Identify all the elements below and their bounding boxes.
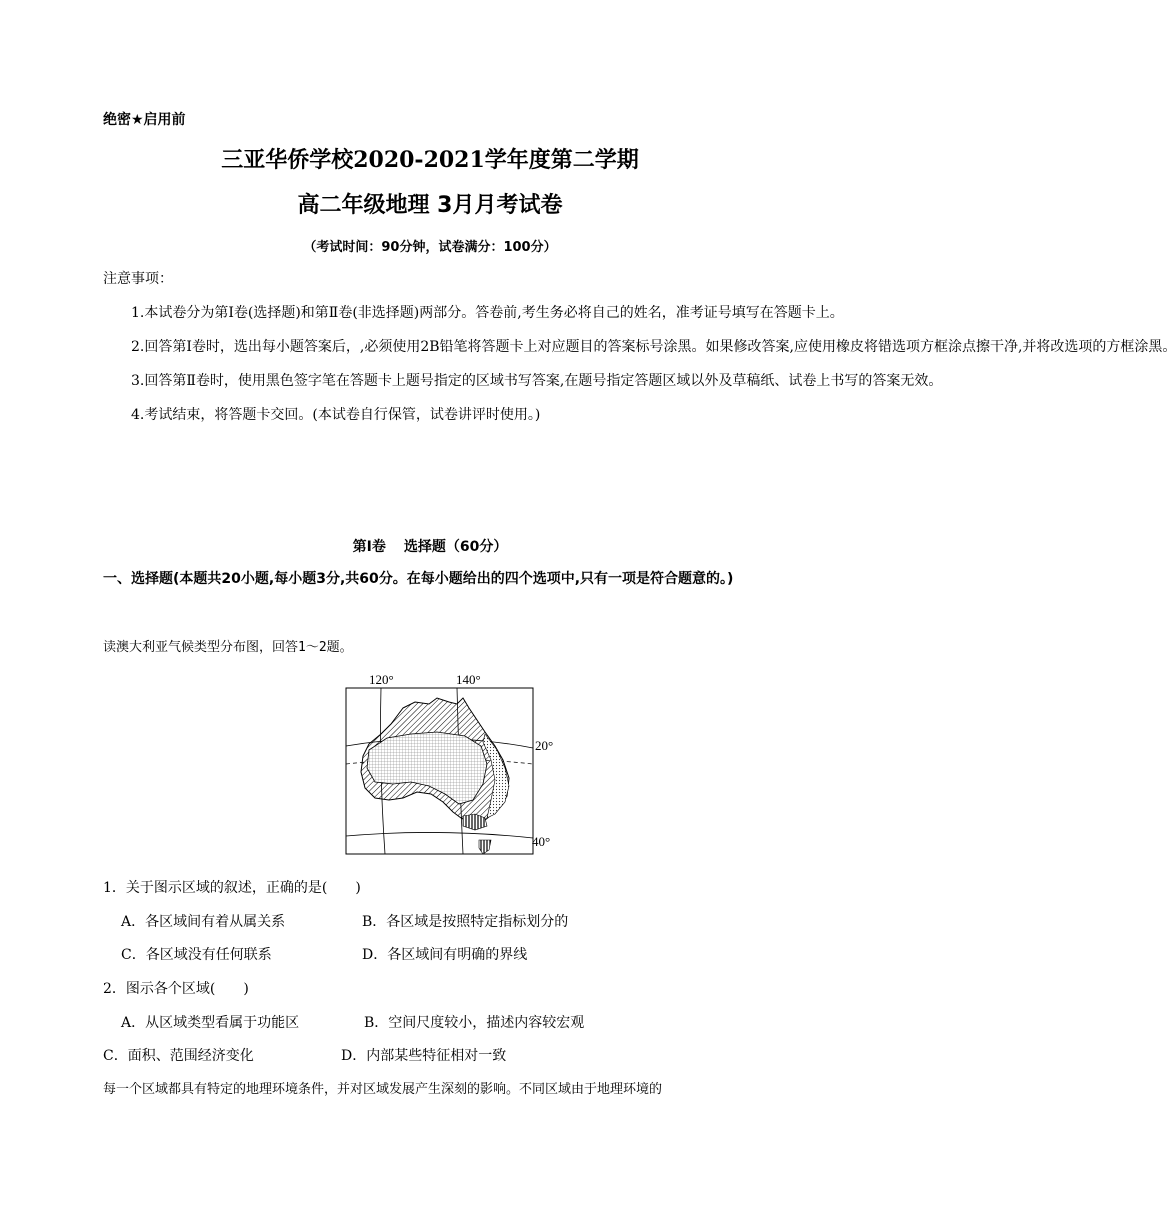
question-1-option-d: D．各区域间有明确的界线 [362,947,528,963]
question-2-stem: 2．图示各个区域( ) [103,981,249,997]
notice-list [103,296,1176,432]
lat-label-40-outer: 40° [532,834,551,849]
section-label: 第Ⅰ卷 [352,539,386,555]
exam-title-school: 三亚华侨学校2020-2021学年度第二学期 [221,147,639,173]
lon-label-140: 140° [456,672,481,687]
notice-item: 3.回答第Ⅱ卷时，使用黑色签字笔在答题卡上题号指定的区域书写答案,在题号指定答题区域以外及草稿纸、试卷上书写的答案无效。 [131,373,943,389]
exam-title-subject: 高二年级地理 3月月考试卷 [297,193,563,218]
notice-item: 2.回答第I卷时，选出每小题答案后，,必须使用2B铅笔将答题卡上对应题目的答案标号涂黑。如果修改答案,应使用橡皮将错选项方框涂点擦干净,并将改选项的方框涂黑。 [131,339,1176,355]
question-2-option-c: C．面积、范围经济变化 [103,1048,254,1064]
confidential-label: 绝密★启用前 [103,112,186,128]
lat-label-20-outer: 20° [535,738,554,753]
passage-text: 每一个区域都具有特定的地理环境条件，并对区域发展产生深刻的影响。不同区域由于地理环境的 [103,1082,663,1097]
question-1-option-c: C．各区域没有任何联系 [121,947,272,963]
section-heading [0,536,860,556]
notice-item: 1.本试卷分为第Ⅰ卷(选择题)和第Ⅱ卷(非选择题)两部分。答卷前,考生务必将自己的姓名，准考证号填写在答题卡上。 [131,305,844,321]
australia-climate-map [345,668,535,858]
question-2-option-a: A．从区域类型看属于功能区 [121,1015,300,1031]
read-instruction: 读澳大利亚气候类型分布图，回答1～2题。 [103,640,353,655]
notice-item: 4.考试结束，将答题卡交回。(本试卷自行保管，试卷讲评时使用。) [131,407,541,423]
part-heading: 一、选择题(本题共20小题,每小题3分,共60分。在每小题给出的四个选项中,只有一项是符合题意的。) [103,571,734,587]
question-2-option-b: B．空间尺度较小，描述内容较宏观 [364,1015,585,1031]
question-1-stem: 1．关于图示区域的叙述，正确的是( ) [103,880,361,896]
exam-subtitle: （考试时间：90分钟，试卷满分：100分） [303,240,557,255]
lon-label-120: 120° [369,672,394,687]
notice-heading: 注意事项： [103,271,173,287]
question-2-option-d: D．内部某些特征相对一致 [341,1048,507,1064]
question-1-option-a: A．各区域间有着从属关系 [121,914,286,930]
question-1-option-b: B．各区域是按照特定指标划分的 [362,914,569,930]
section-title: 选择题（60分） [403,539,508,555]
